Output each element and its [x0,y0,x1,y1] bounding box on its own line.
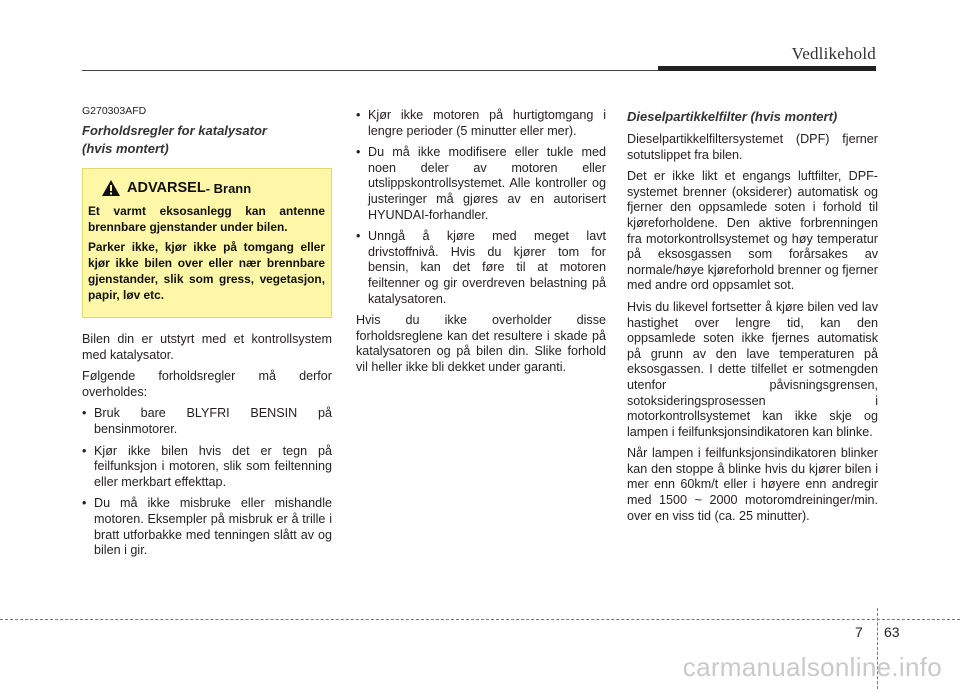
column-left [82,105,332,565]
list-item: • Kjør ikke motoren på hurtigtomgang i lengre perioder (5 minutter eller mer). [356,108,606,138]
warning-text-2: Parker ikke, kjør ikke på tomgang eller kjør ikke bilen over eller nær brennbare gjenstander, slik som gress, vegetasjon, papir, løv etc. [88,240,325,302]
list-item-text: Kjør ikke bilen hvis det er tegn på feilfunksjon i motoren, slik som feiltenning eller merkbart effekttap. [94,443,332,489]
column-right [627,108,878,530]
list-item-text: Du må ikke misbruke eller mishandle motoren. Eksempler på misbruk er å trille i bratt utforbakke med tenningen slått av og bilen i gir. [94,496,332,558]
list-item-text: Bruk bare BLYFRI BENSIN på bensinmotorer. [94,406,332,436]
paragraph: Hvis du likevel fortsetter å kjøre bilen ved lav hastighet over lengre tid, kan den oppsamlede soten ikke fjernes automatisk på grunn av den lave temperaturen på eksosgassen. I dette tilfellet er sotmengden utenfor påvisningsgrensen, sotoksideringsprosessen i motorkontrollsystemet kan ikke skje og lampen i feilfunksjonsindikatoren kan blinke. [627,299,878,439]
paragraph: Følgende forholdsregler må derfor overholdes: [82,369,332,399]
warning-triangle-icon [101,179,121,197]
section-code: G270303AFD [82,105,147,117]
list-item: • Du må ikke misbruke eller mishandle motoren. Eksempler på misbruk er å trille i bratt utforbakke med tenningen slått av og bilen i gir. [82,496,332,558]
header-rule-accent [658,66,876,71]
column-middle [356,108,606,382]
warning-subtitle: - Brann [205,180,252,196]
chapter-number: 7 [855,624,863,640]
list-item-text: Du må ikke modifisere eller tukle med noen deler av motoren eller utslippskontrollsystemet. Alle kontroller og justeringer må gjøres av en autorisert HYUNDAI-forhandler. [368,145,606,222]
list-item-text: Unngå å kjøre med meget lavt drivstoffnivå. Hvis du kjører tom for bensin, kan det føre til at motoren feiltenner og gir overdreven belastning på katalysatoren. [368,229,606,306]
header-rule [82,70,662,71]
list-item-text: Kjør ikke motoren på hurtigtomgang i lengre perioder (5 minutter eller mer). [368,108,606,138]
list-item: • Kjør ikke bilen hvis det er tegn på feilfunksjon i motoren, slik som feiltenning eller merkbart effekttap. [82,443,332,489]
warning-header [88,179,325,197]
catalyst-heading [82,122,332,158]
warning-box [82,168,332,318]
paragraph: Bilen din er utstyrt med et kontrollsystem med katalysator. [82,332,332,362]
paragraph: Hvis du ikke overholder disse forholdsreglene kan det resultere i skade på katalysatoren og på bilen din. Slike forhold vil heller ikke bli dekket under garanti. [356,313,606,374]
paragraph: Det er ikke likt et engangs luftfilter, DPF-systemet brenner (oksiderer) automatisk og fjerner den oppsamlede soten i forhold til kjøreforholdene. Den aktive forbrenningen fra motorkontrollsystemet og høy temperatur på eksosgassen som forårsakes av normale/høye kjøreforhold brenner og fjerner med andre ord oppsamlet sot. [627,169,878,293]
list-item: • Du må ikke modifisere eller tukle med noen deler av motoren eller utslippskontrollsystemet. Alle kontroller og justeringer må gjøres av en autorisert HYUNDAI-forhandler. [356,145,606,222]
footer-rule [0,619,960,620]
page-number: 63 [884,624,900,640]
list-item: • Bruk bare BLYFRI BENSIN på bensinmotorer. [82,406,332,436]
paragraph: Dieselpartikkelfiltersystemet (DPF) fjerner sotutslippet fra bilen. [627,132,878,162]
catalyst-heading-line1: Forholdsregler for katalysator [82,123,267,138]
list-item: • Unngå å kjøre med meget lavt drivstoffnivå. Hvis du kjører tom for bensin, kan det føre til at motoren feiltenner og gir overdreven belastning på katalysatoren. [356,229,606,306]
paragraph: Når lampen i feilfunksjonsindikatoren blinker kan den stoppe å blinke hvis du kjører bilen i mer enn 60km/t eller i høyere enn andregir med 1500 ~ 2000 motoromdreininger/min. over en viss tid (ca. 25 minutter). [627,446,878,523]
catalyst-heading-line2: (hvis montert) [82,141,169,156]
section-title: Vedlikehold [791,44,876,63]
warning-text-1: Et varmt eksosanlegg kan antenne brennbare gjenstander under bilen. [88,204,325,234]
dpf-heading: Dieselpartikkelfilter (hvis montert) [627,109,838,124]
warning-title: ADVARSEL [127,180,206,196]
watermark: carmanualsonline.info [682,652,942,682]
